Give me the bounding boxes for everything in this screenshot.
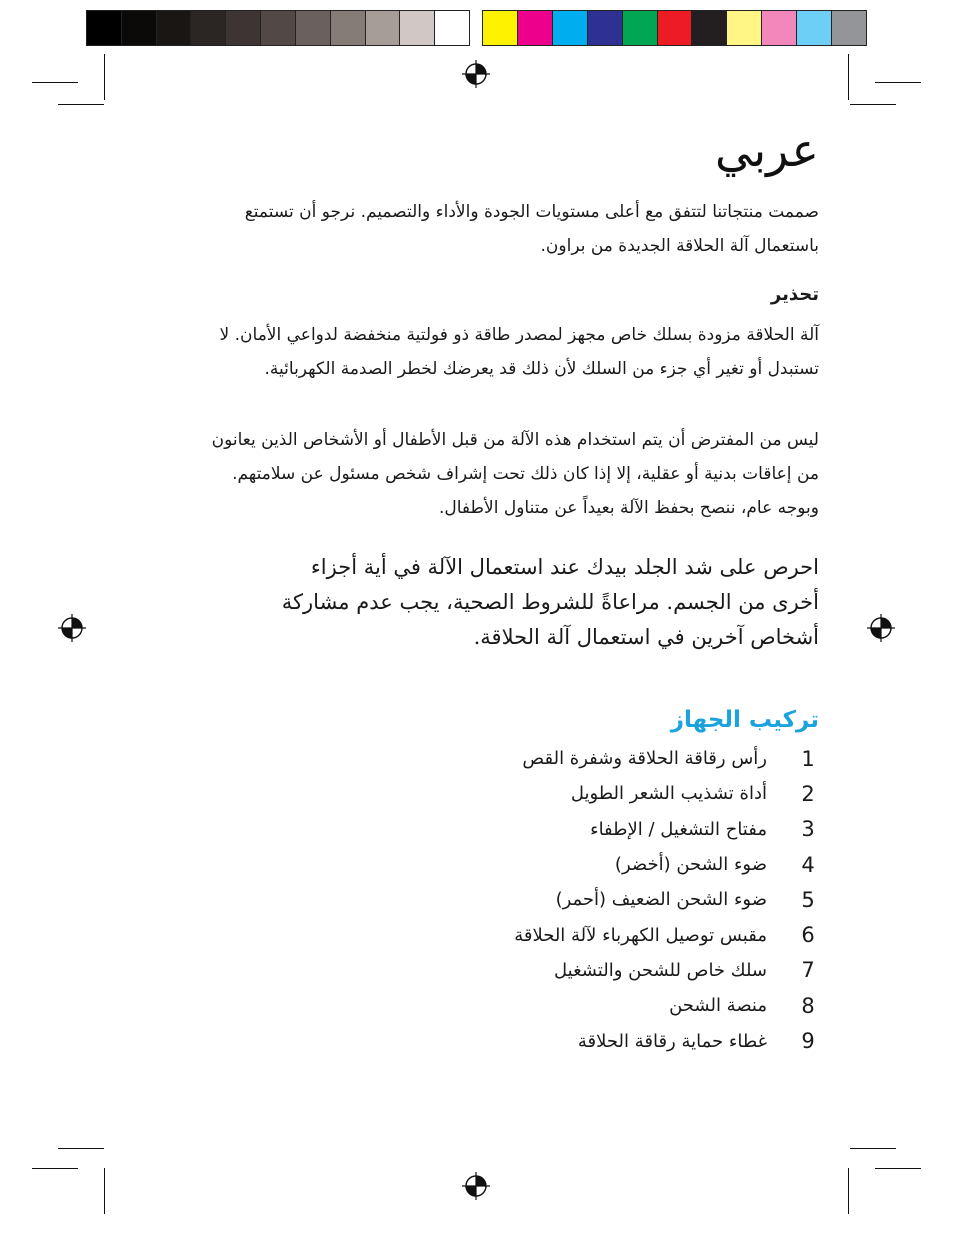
item-number: 8	[801, 993, 815, 1018]
item-number: 5	[801, 887, 815, 912]
gray-swatch	[296, 11, 331, 45]
list-item	[319, 917, 819, 952]
process-color-bar	[482, 10, 867, 46]
item-label: مقبس توصيل الكهرباء لآلة الحلاقة	[514, 924, 767, 946]
list-item	[319, 988, 819, 1023]
warning-line: آلة الحلاقة مزودة بسلك خاص مجهز لمصدر طاقة ذو فولتية منخفضة لدواعي الأمان. لا	[219, 325, 819, 345]
hygiene-line: أخرى من الجسم. مراعاةً للشروط الصحية، يجب عدم مشاركة	[281, 590, 819, 614]
crop-mark	[104, 1168, 105, 1214]
crop-mark	[850, 104, 896, 105]
hygiene-line: أشخاص آخرين في استعمال آلة الحلاقة.	[473, 625, 819, 649]
list-item	[319, 741, 819, 776]
registration-mark-icon	[58, 614, 86, 642]
gray-swatch	[400, 11, 435, 45]
crop-mark	[875, 1168, 921, 1169]
intro-line: صممت منتجاتنا لتتفق مع أعلى مستويات الجودة والأداء والتصميم. نرجو أن تستمتع	[244, 202, 819, 222]
item-number: 9	[801, 1029, 815, 1054]
list-item	[319, 847, 819, 882]
intro-paragraph	[129, 195, 819, 263]
list-item	[319, 1023, 819, 1058]
crop-mark	[875, 82, 921, 83]
children-paragraph	[129, 423, 819, 525]
item-number: 3	[801, 817, 815, 842]
crop-mark	[58, 104, 104, 105]
warning-line: تستبدل أو تغير أي جزء من السلك لأن ذلك قد يعرضك لخطر الصدمة الكهربائية.	[264, 359, 819, 379]
crop-mark	[848, 54, 849, 100]
warning-heading: تحذير	[770, 284, 819, 305]
crop-mark	[58, 1148, 104, 1149]
intro-line: باستعمال آلة الحلاقة الجديدة من براون.	[540, 236, 819, 256]
color-swatch	[623, 11, 658, 45]
item-label: مفتاح التشغيل / الإطفاء	[590, 818, 767, 840]
gray-swatch	[122, 11, 157, 45]
color-swatch	[762, 11, 797, 45]
color-swatch	[832, 11, 866, 45]
gray-swatch	[435, 11, 469, 45]
color-swatch	[588, 11, 623, 45]
gray-swatch	[331, 11, 366, 45]
section-heading: تركيب الجهاز	[670, 707, 819, 733]
page-title: عربي	[715, 123, 819, 177]
item-number: 4	[801, 852, 815, 877]
color-swatch	[483, 11, 518, 45]
warning-paragraph	[129, 318, 819, 386]
crop-mark	[850, 1148, 896, 1149]
gray-swatch	[157, 11, 192, 45]
color-swatch	[692, 11, 727, 45]
registration-mark-icon	[462, 1172, 490, 1200]
grayscale-color-bar	[86, 10, 470, 46]
hygiene-line: احرص على شد الجلد بيدك عند استعمال الآلة في أية أجزاء	[310, 555, 819, 579]
item-number: 2	[801, 781, 815, 806]
crop-mark	[104, 54, 105, 100]
children-line: من إعاقات بدنية أو عقلية، إلا إذا كان ذلك تحت إشراف شخص مسئول عن سلامتهم.	[232, 464, 819, 484]
list-item	[319, 776, 819, 811]
registration-mark-icon	[462, 60, 490, 88]
item-label: سلك خاص للشحن والتشغيل	[554, 959, 767, 981]
crop-mark	[32, 1168, 78, 1169]
item-label: رأس رقاقة الحلاقة وشفرة القص	[522, 748, 767, 770]
registration-mark-icon	[867, 614, 895, 642]
item-number: 1	[801, 746, 815, 771]
list-item	[319, 882, 819, 917]
gray-swatch	[261, 11, 296, 45]
color-swatch	[727, 11, 762, 45]
item-number: 7	[801, 958, 815, 983]
crop-mark	[848, 1168, 849, 1214]
item-label: ضوء الشحن الضعيف (أحمر)	[555, 889, 767, 911]
gray-swatch	[226, 11, 261, 45]
color-swatch	[518, 11, 553, 45]
color-swatch	[797, 11, 832, 45]
hygiene-paragraph	[119, 550, 819, 655]
list-item	[319, 812, 819, 847]
item-label: أداة تشذيب الشعر الطويل	[570, 783, 767, 805]
color-swatch	[658, 11, 693, 45]
children-line: ليس من المفترض أن يتم استخدام هذه الآلة من قبل الأطفال أو الأشخاص الذين يعانون	[211, 430, 819, 450]
item-label: منصة الشحن	[669, 995, 767, 1017]
item-number: 6	[801, 923, 815, 948]
gray-swatch	[87, 11, 122, 45]
gray-swatch	[191, 11, 226, 45]
gray-swatch	[366, 11, 401, 45]
children-line: وبوجه عام، ننصح بحفظ الآلة بعيداً عن متناول الأطفال.	[438, 498, 819, 518]
item-label: ضوء الشحن (أخضر)	[614, 854, 767, 876]
crop-mark	[32, 82, 78, 83]
parts-list	[319, 741, 819, 1059]
list-item	[319, 953, 819, 988]
item-label: غطاء حماية رقاقة الحلاقة	[577, 1030, 767, 1052]
color-swatch	[553, 11, 588, 45]
